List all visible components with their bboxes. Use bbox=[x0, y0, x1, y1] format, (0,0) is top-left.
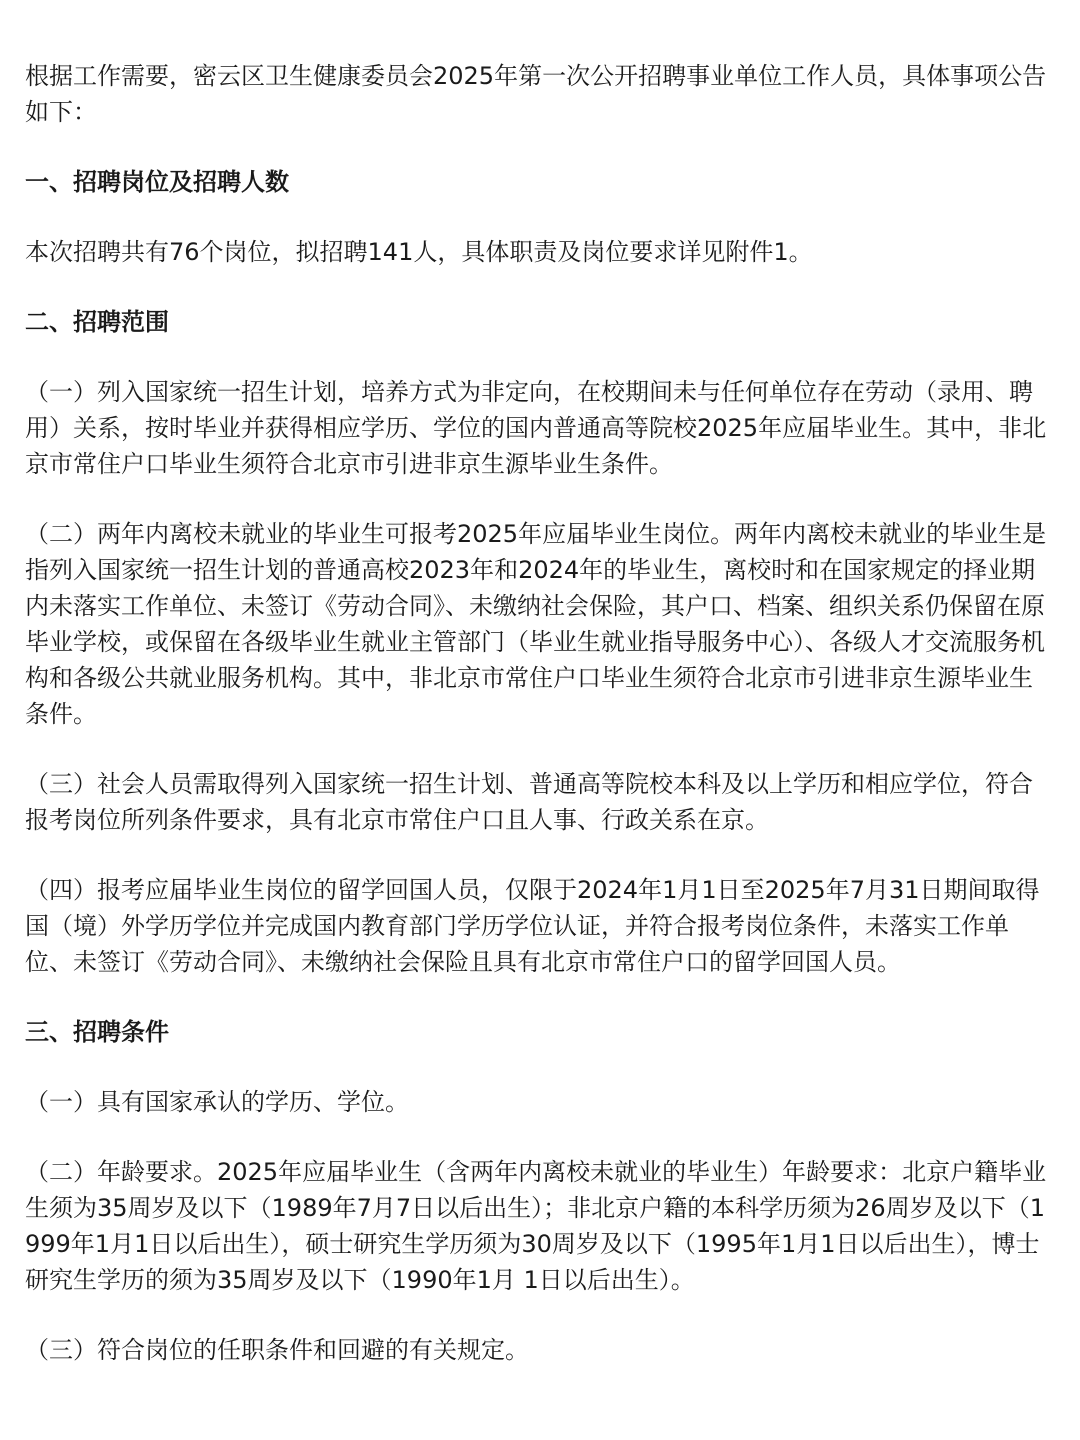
section-2-heading: 二、招聘范围 bbox=[25, 308, 169, 336]
section-2-item-3: （三）社会人员需取得列入国家统一招生计划、普通高等院校本科及以上学历和相应学位，符合报考岗位所列条件要求，具有北京市常住户口且人事、行政关系在京。 bbox=[25, 770, 1033, 834]
intro-paragraph: 根据工作需要，密云区卫生健康委员会2025年第一次公开招聘事业单位工作人员，具体事项公告如下： bbox=[25, 62, 1047, 126]
section-2-item-4: （四）报考应届毕业生岗位的留学回国人员，仅限于2024年1月1日至2025年7月31日期间取得国（境）外学历学位并完成国内教育部门学历学位认证，并符合报考岗位条件，未落实工作单位、未签订《劳动合同》、未缴纳社会保险且具有北京市常住户口的留学回国人员。 bbox=[25, 876, 1040, 976]
section-2-item-2: （二）两年内离校未就业的毕业生可报考2025年应届毕业生岗位。两年内离校未就业的毕业生是指列入国家统一招生计划的普通高校2023年和2024年的毕业生，离校时和在国家规定的择业期内未落实工作单位、未签订《劳动合同》、未缴纳社会保险，其户口、档案、组织关系仍保留在原毕业学校，或保留在各级毕业生就业主管部门（毕业生就业指导服务中心）、各级人才交流服务机构和各级公共就业服务机构。其中，非北京市常住户口毕业生须符合北京市引进非京生源毕业生条件。 bbox=[25, 520, 1047, 728]
section-1-heading: 一、招聘岗位及招聘人数 bbox=[25, 168, 289, 196]
section-1-body: 本次招聘共有76个岗位，拟招聘141人，具体职责及岗位要求详见附件1。 bbox=[25, 238, 813, 266]
section-3-heading: 三、招聘条件 bbox=[25, 1018, 169, 1046]
section-3-item-1: （一）具有国家承认的学历、学位。 bbox=[25, 1088, 409, 1116]
section-2-item-1: （一）列入国家统一招生计划，培养方式为非定向，在校期间未与任何单位存在劳动（录用、聘用）关系，按时毕业并获得相应学历、学位的国内普通高等院校2025年应届毕业生。其中，非北京市常住户口毕业生须符合北京市引进非京生源毕业生条件。 bbox=[25, 378, 1047, 478]
section-3-item-3: （三）符合岗位的任职条件和回避的有关规定。 bbox=[25, 1336, 529, 1364]
section-3-item-2: （二）年龄要求。2025年应届毕业生（含两年内离校未就业的毕业生）年龄要求：北京户籍毕业生须为35周岁及以下（1989年7月7日以后出生）；非北京户籍的本科学历须为26周岁及以下（1999年1月1日以后出生），硕士研究生学历须为30周岁及以下（1995年1月1日以后出生），博士研究生学历的须为35周岁及以下（1990年1月 1日以后出生）。 bbox=[25, 1158, 1047, 1294]
